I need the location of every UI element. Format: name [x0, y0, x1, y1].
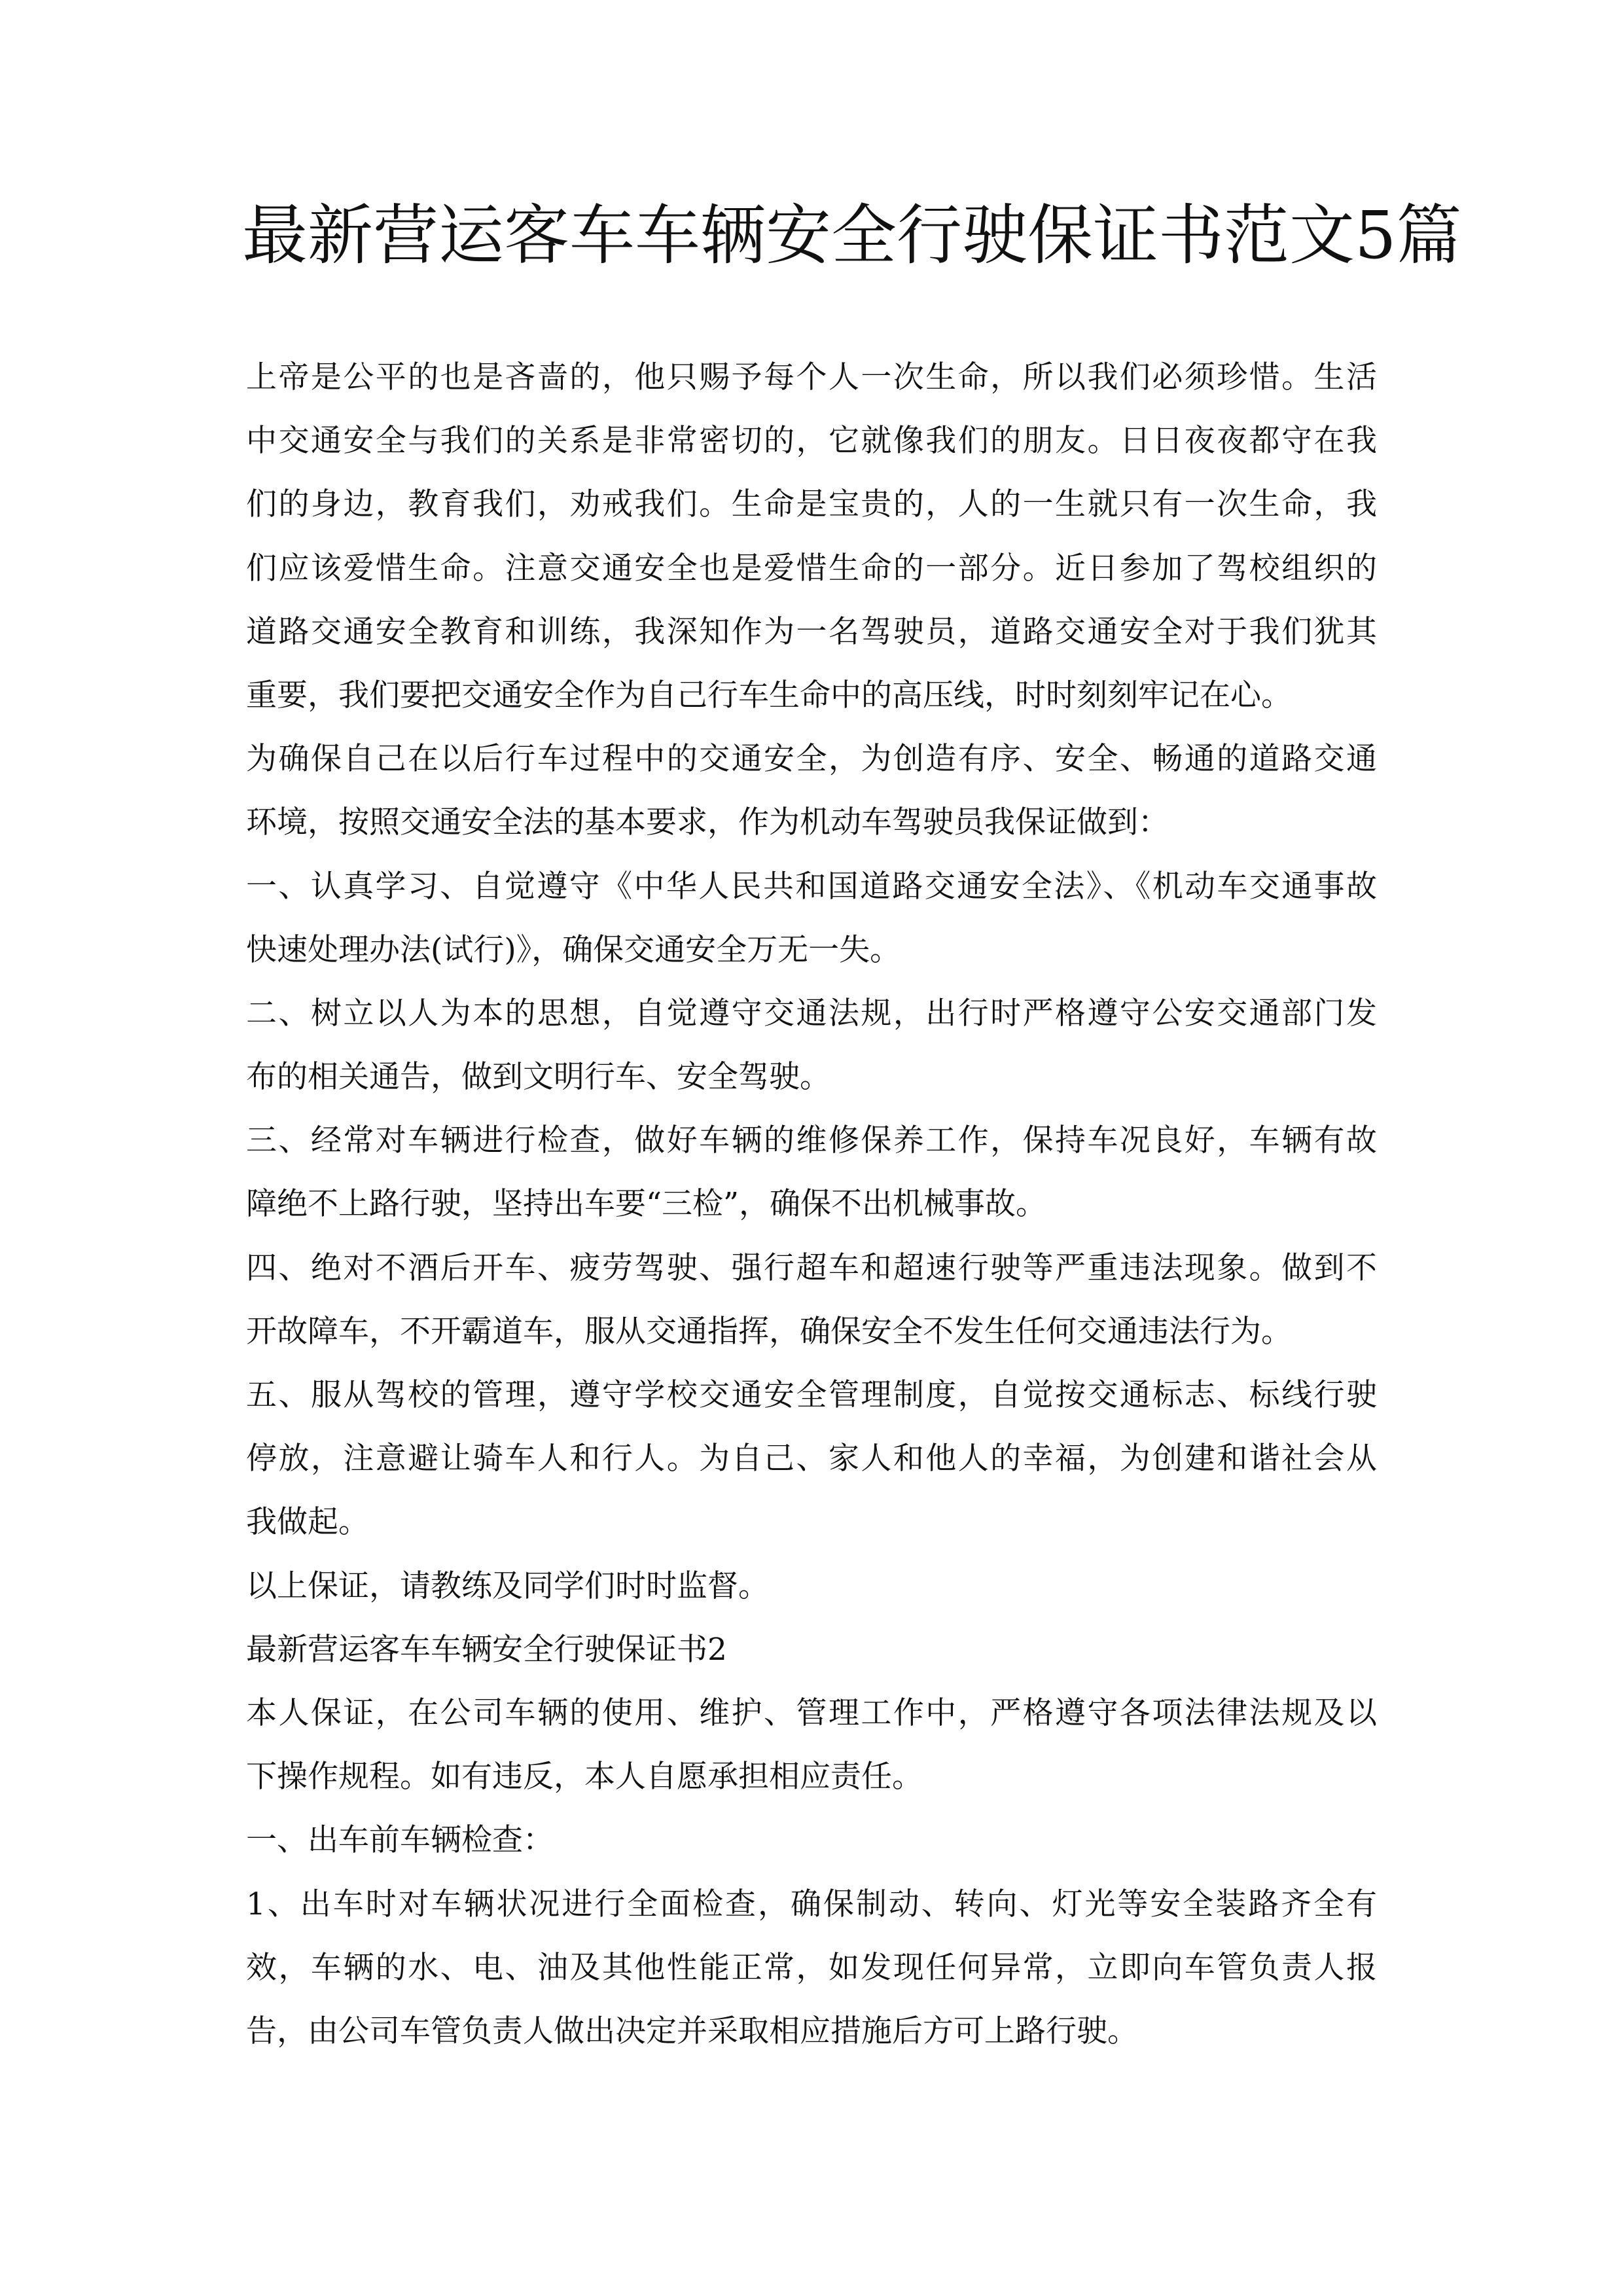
paragraph [246, 1236, 1377, 1363]
text-line: 障绝不上路行驶，坚持出车要“三检”，确保不出机械事故。 [246, 1186, 1047, 1223]
paragraph [246, 1618, 1377, 1681]
text-line: 1、出车时对车辆状况进行全面检查，确保制动、转向、灯光等安全装路齐全有 [246, 1886, 1377, 1922]
paragraph [246, 982, 1377, 1109]
text-line: 为确保自己在以后行车过程中的交通安全，为创造有序、安全、畅通的道路交通 [246, 741, 1377, 778]
paragraph [246, 1109, 1377, 1236]
text-line: 以上保证，请教练及同学们时时监督。 [246, 1568, 769, 1604]
text-line: 重要，我们要把交通安全作为自己行车生命中的高压线，时时刻刻牢记在心。 [246, 677, 1292, 713]
paragraph [246, 1681, 1377, 1808]
text-line: 最新营运客车车辆安全行驶保证书2 [246, 1631, 727, 1668]
text-line: 告，由公司车管负责人做出决定并采取相应措施后方可上路行驶。 [246, 2013, 1138, 2049]
text-line: 一、认真学习、自觉遵守《中华人民共和国道路交通安全法》、《机动车交通事故 [246, 868, 1377, 905]
text-line: 们应该爱惜生命。注意交通安全也是爱惜生命的一部分。近日参加了驾校组织的 [246, 550, 1377, 586]
text-line: 们的身边，教育我们，劝戒我们。生命是宝贵的，人的一生就只有一次生命，我 [246, 486, 1377, 523]
document-title: 最新营运客车车辆安全行驶保证书范文5篇 [242, 197, 1462, 274]
text-line: 快速处理办法(试行)》，确保交通安全万无一失。 [246, 931, 901, 968]
paragraph [246, 346, 1377, 727]
paragraph [246, 1554, 1377, 1618]
text-line: 效，车辆的水、电、油及其他性能正常，如发现任何异常，立即向车管负责人报 [246, 1949, 1377, 1986]
text-line: 四、绝对不酒后开车、疲劳驾驶、强行超车和超速行驶等严重违法现象。做到不 [246, 1249, 1377, 1286]
text-line: 我做起。 [246, 1504, 369, 1541]
text-line: 布的相关通告，做到文明行车、安全驾驶。 [246, 1059, 830, 1096]
document-body [246, 346, 1377, 2063]
text-line: 本人保证，在公司车辆的使用、维护、管理工作中，严格遵守各项法律法规及以 [246, 1695, 1377, 1731]
paragraph [246, 1808, 1377, 1872]
text-line: 一、出车前车辆检查： [246, 1822, 554, 1859]
text-line: 开故障车，不开霸道车，服从交通指挥，确保安全不发生任何交通违法行为。 [246, 1313, 1292, 1350]
paragraph [246, 1873, 1377, 2064]
paragraph [246, 727, 1377, 854]
text-line: 五、服从驾校的管理，遵守学校交通安全管理制度，自觉按交通标志、标线行驶 [246, 1377, 1377, 1413]
paragraph [246, 855, 1377, 982]
text-line: 二、树立以人为本的思想，自觉遵守交通法规，出行时严格遵守公安交通部门发 [246, 995, 1377, 1031]
paragraph [246, 1363, 1377, 1554]
text-line: 道路交通安全教育和训练，我深知作为一名驾驶员，道路交通安全对于我们犹其 [246, 613, 1377, 650]
text-line: 下操作规程。如有违反，本人自愿承担相应责任。 [246, 1759, 923, 1795]
text-line: 中交通安全与我们的关系是非常密切的，它就像我们的朋友。日日夜夜都守在我 [246, 423, 1377, 459]
text-line: 停放，注意避让骑车人和行人。为自己、家人和他人的幸福，为创建和谐社会从 [246, 1441, 1377, 1477]
text-line: 三、经常对车辆进行检查，做好车辆的维修保养工作，保持车况良好，车辆有故 [246, 1122, 1377, 1159]
text-line: 环境，按照交通安全法的基本要求，作为机动车驾驶员我保证做到： [246, 804, 1169, 841]
text-line: 上帝是公平的也是吝啬的，他只赐予每个人一次生命，所以我们必须珍惜。生活 [246, 359, 1377, 395]
